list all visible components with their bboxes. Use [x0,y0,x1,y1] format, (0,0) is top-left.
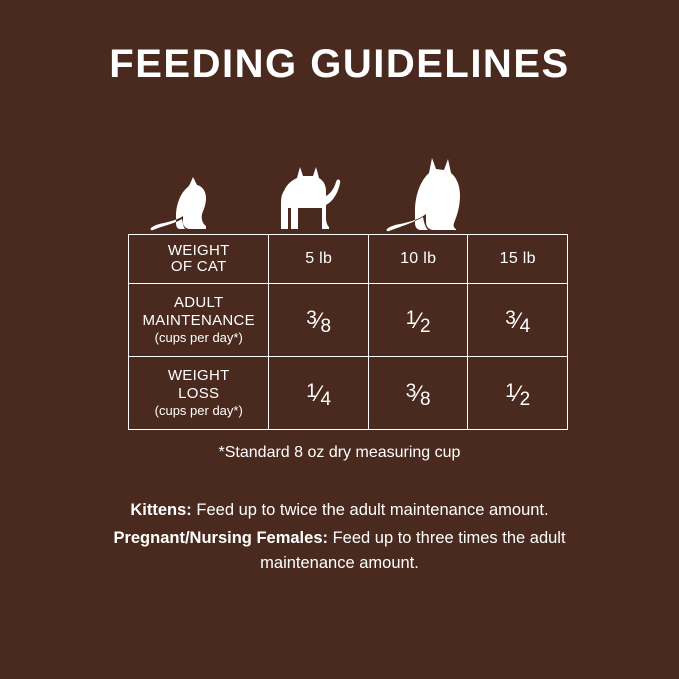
fraction-numerator: 3 [306,307,317,329]
header-weight-10lb: 10 lb [368,235,468,284]
cell-weightloss-15lb [468,357,568,430]
row-label-line1: WEIGHT [167,367,230,385]
page-title: FEEDING GUIDELINES [109,42,570,86]
measuring-cup-footnote: *Standard 8 oz dry measuring cup [218,444,461,461]
fraction-bar: ⁄ [416,307,421,333]
fraction-denominator: 8 [420,388,431,410]
row-label-adult-maintenance [129,284,269,357]
row-label-line2: LOSS [178,384,220,402]
fraction-numerator: 1 [405,307,417,329]
fraction-numerator: 3 [505,307,516,329]
fraction-denominator: 2 [420,315,431,337]
note-kittens-text: Feed up to twice the adult maintenance amount. [191,501,549,519]
table-header-row [129,235,568,284]
note-kittens-label: Kittens: [130,501,192,519]
fraction-denominator: 4 [320,388,332,410]
note-pregnant-nursing [72,526,607,577]
row-sublabel: (cups per day*) [154,402,243,418]
cat-sitting-large-icon [386,156,472,232]
fraction-numerator: 3 [405,380,417,402]
header-weight-5lb: 5 lb [269,235,369,284]
note-kittens [72,498,607,524]
cat-standing-icon [268,164,344,232]
fraction-bar: ⁄ [316,307,321,333]
row-sublabel: (cups per day*) [154,329,243,345]
header-weight-line1: WEIGHT [167,241,230,259]
cell-adult-10lb [368,284,468,357]
cell-adult-15lb [468,284,568,357]
feeding-notes [72,498,607,579]
note-pregnant-nursing-text: Feed up to three times the adult maintenance amount. [260,528,566,573]
cell-weightloss-5lb [269,357,369,430]
cell-weightloss-10lb [368,357,468,430]
fraction-bar: ⁄ [416,380,421,406]
table-row [129,284,568,357]
fraction-numerator: 1 [505,380,516,402]
cat-illustrations [128,150,568,232]
fraction-denominator: 8 [320,315,332,337]
fraction-bar: ⁄ [515,307,520,333]
table-row [129,357,568,430]
row-label-line2: MAINTENANCE [142,311,255,329]
row-label-weight-loss [129,357,269,430]
feeding-table [128,234,568,430]
note-pregnant-nursing-label: Pregnant/Nursing Females: [113,528,328,547]
fraction-denominator: 4 [519,315,531,337]
cat-sitting-small-icon [150,176,224,232]
fraction-numerator: 1 [306,380,317,402]
fraction-bar: ⁄ [515,380,520,406]
fraction-bar: ⁄ [316,380,321,406]
header-weight-15lb: 15 lb [468,235,568,284]
fraction-denominator: 2 [519,388,531,410]
cell-adult-5lb [269,284,369,357]
header-weight-line2: OF CAT [170,258,227,275]
row-label-line1: ADULT [173,294,224,312]
header-weight-of-cat [129,235,269,284]
